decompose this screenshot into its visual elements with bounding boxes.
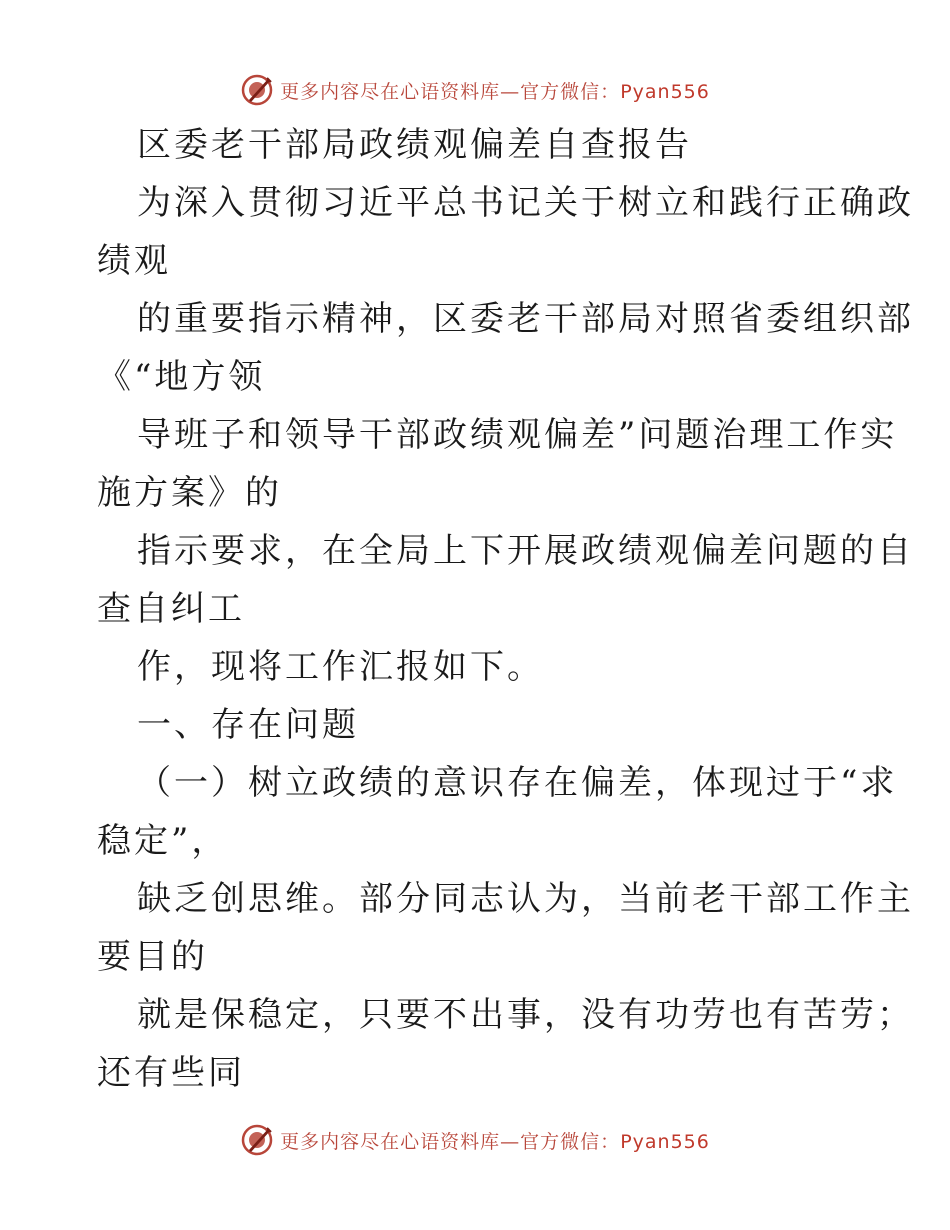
section-heading: 一、存在问题 bbox=[137, 705, 359, 745]
quill-seal-icon bbox=[240, 1123, 274, 1157]
document-title: 区委老干部局政绩观偏差自查报告 bbox=[137, 125, 692, 165]
paragraph-line: 《“地方领 bbox=[97, 357, 266, 397]
paragraph-line: 就是保稳定，只要不出事，没有功劳也有苦劳； bbox=[137, 995, 914, 1035]
paragraph-line: 缺乏创思维。部分同志认为，当前老干部工作主 bbox=[137, 879, 914, 919]
paragraph-line: 施方案》的 bbox=[97, 473, 282, 513]
paragraph-line: 为深入贯彻习近平总书记关于树立和践行正确政 bbox=[137, 183, 914, 223]
paragraph-line: 的重要指示精神，区委老干部局对照省委组织部 bbox=[137, 299, 914, 339]
watermark-banner-bottom bbox=[0, 1120, 950, 1160]
paragraph-line: 要目的 bbox=[97, 937, 208, 977]
paragraph-line: 稳定”， bbox=[97, 821, 229, 861]
subsection-heading: （一）树立政绩的意识存在偏差，体现过于“求 bbox=[137, 763, 898, 803]
paragraph-line: 指示要求，在全局上下开展政绩观偏差问题的自 bbox=[137, 531, 914, 571]
paragraph-line: 绩观 bbox=[97, 241, 171, 281]
quill-seal-icon bbox=[240, 73, 274, 107]
paragraph-line: 作，现将工作汇报如下。 bbox=[137, 647, 544, 687]
paragraph-line: 还有些同 bbox=[97, 1053, 245, 1093]
watermark-text: 更多内容尽在心语资料库—官方微信：Pyan556 bbox=[280, 80, 710, 103]
paragraph-line: 导班子和领导干部政绩观偏差”问题治理工作实 bbox=[137, 415, 898, 455]
watermark-banner-top bbox=[0, 70, 950, 110]
watermark-text: 更多内容尽在心语资料库—官方微信：Pyan556 bbox=[280, 1130, 710, 1153]
paragraph-line: 查自纠工 bbox=[97, 589, 245, 629]
